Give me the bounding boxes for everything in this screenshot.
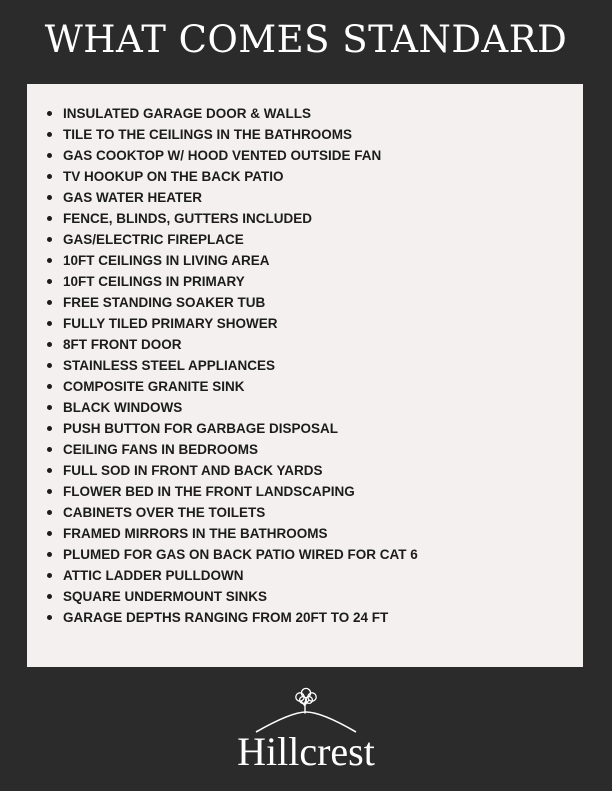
feature-label: 8FT FRONT DOOR — [63, 337, 182, 352]
feature-label: STAINLESS STEEL APPLIANCES — [63, 358, 276, 373]
feature-item — [47, 418, 418, 439]
bullet-icon — [47, 342, 52, 347]
feature-label: FENCE, BLINDS, GUTTERS INCLUDED — [63, 211, 313, 226]
feature-item — [47, 313, 418, 334]
bullet-icon — [47, 384, 52, 389]
bullet-icon — [47, 489, 52, 494]
feature-item — [47, 397, 418, 418]
feature-label: GAS WATER HEATER — [63, 190, 203, 205]
feature-item — [47, 376, 418, 397]
feature-item — [47, 103, 418, 124]
feature-label: TILE TO THE CEILINGS IN THE BATHROOMS — [63, 127, 353, 142]
feature-item — [47, 271, 418, 292]
feature-label: GARAGE DEPTHS RANGING FROM 20FT TO 24 FT — [63, 610, 389, 625]
features-list — [47, 103, 418, 628]
feature-item — [47, 292, 418, 313]
feature-item — [47, 565, 418, 586]
feature-label: TV HOOKUP ON THE BACK PATIO — [63, 169, 284, 184]
feature-label: SQUARE UNDERMOUNT SINKS — [63, 589, 268, 604]
bullet-icon — [47, 552, 52, 557]
feature-label: FLOWER BED IN THE FRONT LANDSCAPING — [63, 484, 355, 499]
feature-item — [47, 586, 418, 607]
feature-label: INSULATED GARAGE DOOR & WALLS — [63, 106, 311, 121]
feature-label: COMPOSITE GRANITE SINK — [63, 379, 245, 394]
bullet-icon — [47, 405, 52, 410]
feature-label: PUSH BUTTON FOR GARBAGE DISPOSAL — [63, 421, 339, 436]
feature-label: FREE STANDING SOAKER TUB — [63, 295, 266, 310]
feature-item — [47, 460, 418, 481]
feature-label: CABINETS OVER THE TOILETS — [63, 505, 266, 520]
feature-label: ATTIC LADDER PULLDOWN — [63, 568, 244, 583]
feature-item — [47, 250, 418, 271]
feature-item — [47, 544, 418, 565]
bullet-icon — [47, 279, 52, 284]
feature-item — [47, 124, 418, 145]
feature-item — [47, 523, 418, 544]
bullet-icon — [47, 510, 52, 515]
feature-label: GAS/ELECTRIC FIREPLACE — [63, 232, 244, 247]
feature-item — [47, 502, 418, 523]
feature-item — [47, 481, 418, 502]
feature-label: FULLY TILED PRIMARY SHOWER — [63, 316, 278, 331]
feature-label: CEILING FANS IN BEDROOMS — [63, 442, 259, 457]
bullet-icon — [47, 132, 52, 137]
bullet-icon — [47, 447, 52, 452]
bullet-icon — [47, 594, 52, 599]
feature-item — [47, 607, 418, 628]
page-title: WHAT COMES STANDARD — [44, 18, 568, 61]
features-panel — [27, 84, 583, 667]
feature-item — [47, 439, 418, 460]
feature-item — [47, 187, 418, 208]
feature-item — [47, 166, 418, 187]
bullet-icon — [47, 468, 52, 473]
bullet-icon — [47, 426, 52, 431]
logo-wordmark: Hillcrest — [237, 729, 375, 774]
feature-label: PLUMED FOR GAS ON BACK PATIO WIRED FOR CAT 6 — [63, 547, 418, 562]
bullet-icon — [47, 111, 52, 116]
bullet-icon — [47, 531, 52, 536]
feature-item — [47, 145, 418, 166]
feature-item — [47, 355, 418, 376]
bullet-icon — [47, 174, 52, 179]
feature-item — [47, 208, 418, 229]
bullet-icon — [47, 258, 52, 263]
feature-label: BLACK WINDOWS — [63, 400, 183, 415]
feature-label: GAS COOKTOP W/ HOOD VENTED OUTSIDE FAN — [63, 148, 382, 163]
bullet-icon — [47, 300, 52, 305]
feature-item — [47, 229, 418, 250]
bullet-icon — [47, 195, 52, 200]
feature-label: FRAMED MIRRORS IN THE BATHROOMS — [63, 526, 328, 541]
feature-item — [47, 334, 418, 355]
bullet-icon — [47, 216, 52, 221]
feature-label: 10FT CEILINGS IN PRIMARY — [63, 274, 245, 289]
feature-label: 10FT CEILINGS IN LIVING AREA — [63, 253, 270, 268]
bullet-icon — [47, 573, 52, 578]
feature-label: FULL SOD IN FRONT AND BACK YARDS — [63, 463, 323, 478]
bullet-icon — [47, 615, 52, 620]
tree-on-hill-icon — [254, 686, 358, 734]
hillcrest-logo — [206, 686, 406, 778]
bullet-icon — [47, 321, 52, 326]
bullet-icon — [47, 153, 52, 158]
bullet-icon — [47, 237, 52, 242]
bullet-icon — [47, 363, 52, 368]
